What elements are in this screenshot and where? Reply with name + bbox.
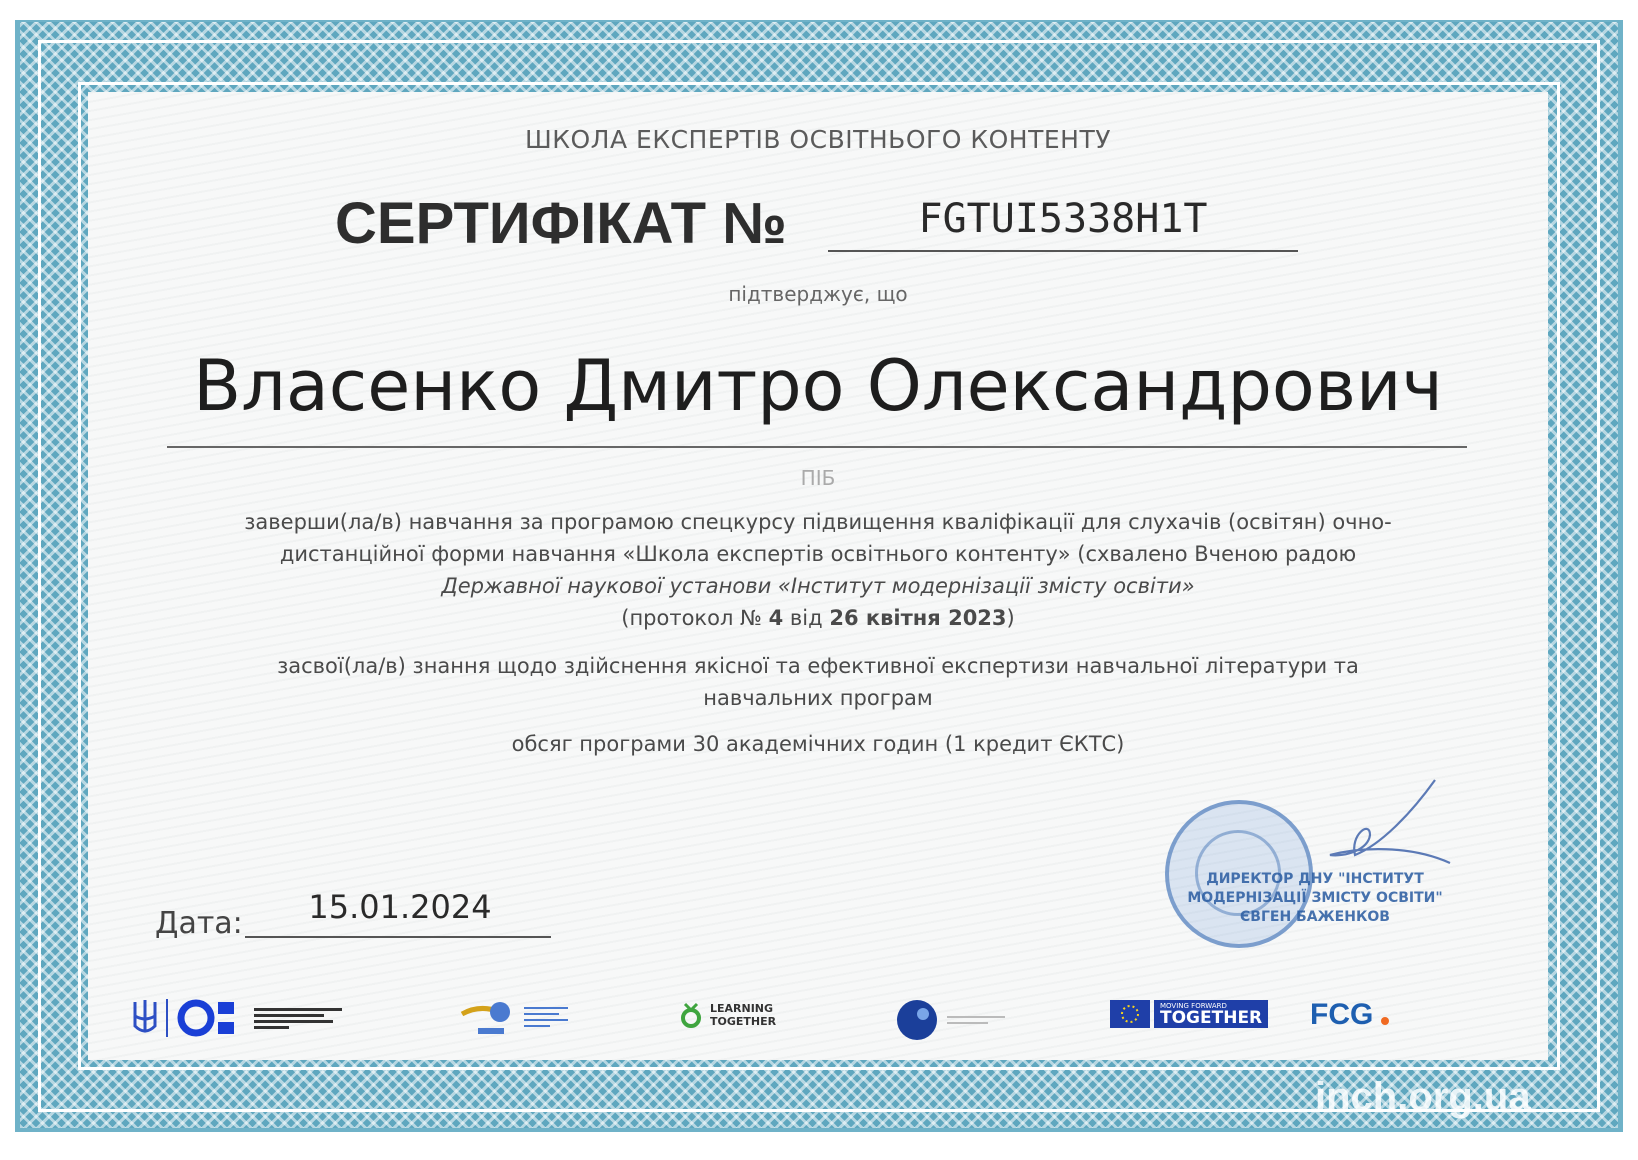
school-name: ШКОЛА ЕКСПЕРТІВ ОСВІТНЬОГО КОНТЕНТУ — [525, 125, 1111, 154]
knowledge-line-2: навчальних програм — [703, 686, 933, 710]
protocol-number: 4 — [768, 606, 784, 630]
moe-logo — [132, 996, 342, 1040]
fcg-text: FCG — [1310, 998, 1374, 1031]
body-line-1: заверши(ла/в) навчання за програмою спецкурсу підвищення кваліфікації для слухачів (освітян) очно- — [244, 510, 1392, 534]
protocol-suffix: ) — [1006, 606, 1015, 630]
certificate-title: СЕРТИФІКАТ № — [335, 191, 787, 256]
knowledge-line-1: засвої(ла/в) знання щодо здійснення якісної та ефективної експертизи навчальної літератури та — [277, 654, 1359, 678]
eu-line-2: TOGETHER — [1160, 1008, 1263, 1028]
moe-text-block — [254, 1005, 342, 1032]
fcg-logo — [1310, 998, 1389, 1032]
watermark: inch.org.ua — [1315, 1075, 1531, 1119]
confirms-text: підтверджує, що — [728, 282, 908, 306]
date-value: 15.01.2024 — [308, 888, 492, 926]
eu-flag-icon — [1110, 1000, 1150, 1028]
learning-together-text: LEARNING TOGETHER — [710, 1002, 777, 1028]
moe-emblem-icon — [176, 996, 246, 1040]
moe-divider — [166, 999, 168, 1037]
protocol-date: 26 квітня 2023 — [829, 606, 1007, 630]
certificate-number-line — [828, 250, 1298, 252]
body-line-2: дистанційної форми навчання «Школа експертів освітнього контенту» (схвалено Вченою радою — [279, 542, 1357, 566]
partner-logos — [120, 990, 1530, 1050]
eu-text-block — [1154, 1000, 1268, 1028]
body-line-3: Державної наукової установи «Інститут модернізації змісту освіти» — [441, 574, 1195, 598]
protocol-prefix: (протокол № — [621, 606, 762, 630]
date-line — [245, 936, 551, 938]
globe-icon — [895, 998, 939, 1042]
mso-text-block — [524, 1003, 568, 1031]
learning-together-logo — [680, 1000, 788, 1030]
name-caption: ПІБ — [800, 466, 836, 490]
protocol-mid: від — [789, 606, 823, 630]
fcg-dot-icon — [1381, 1017, 1389, 1025]
recipient-name-line — [167, 446, 1467, 448]
protocol-line — [160, 602, 1476, 634]
eu-line-1: MOVING FORWARD — [1160, 1002, 1227, 1010]
recipient-name: Власенко Дмитро Олександрович — [193, 345, 1443, 427]
mso-logo — [460, 994, 568, 1040]
certificate-body — [160, 506, 1476, 760]
globe-text-block — [947, 1012, 1005, 1028]
trident-icon — [132, 998, 158, 1038]
partner-globe-logo — [895, 998, 1005, 1042]
director-line-3: ЄВГЕН БАЖЕНКОВ — [1240, 909, 1390, 925]
director-caption — [1150, 870, 1480, 927]
mso-emblem-icon — [460, 994, 516, 1040]
learning-together-icon — [680, 1000, 702, 1030]
director-signature — [1260, 775, 1460, 885]
program-volume: обсяг програми 30 академічних годин (1 кредит ЄКТС) — [511, 732, 1125, 756]
certificate-number: FGTUI5338H1T — [918, 196, 1208, 242]
director-line-2: МОДЕРНІЗАЦІЇ ЗМІСТУ ОСВІТИ" — [1187, 890, 1443, 906]
eu-moving-forward-logo — [1110, 1000, 1268, 1028]
director-line-1: ДИРЕКТОР ДНУ "ІНСТИТУТ — [1206, 871, 1424, 887]
date-label: Дата: — [155, 906, 243, 941]
